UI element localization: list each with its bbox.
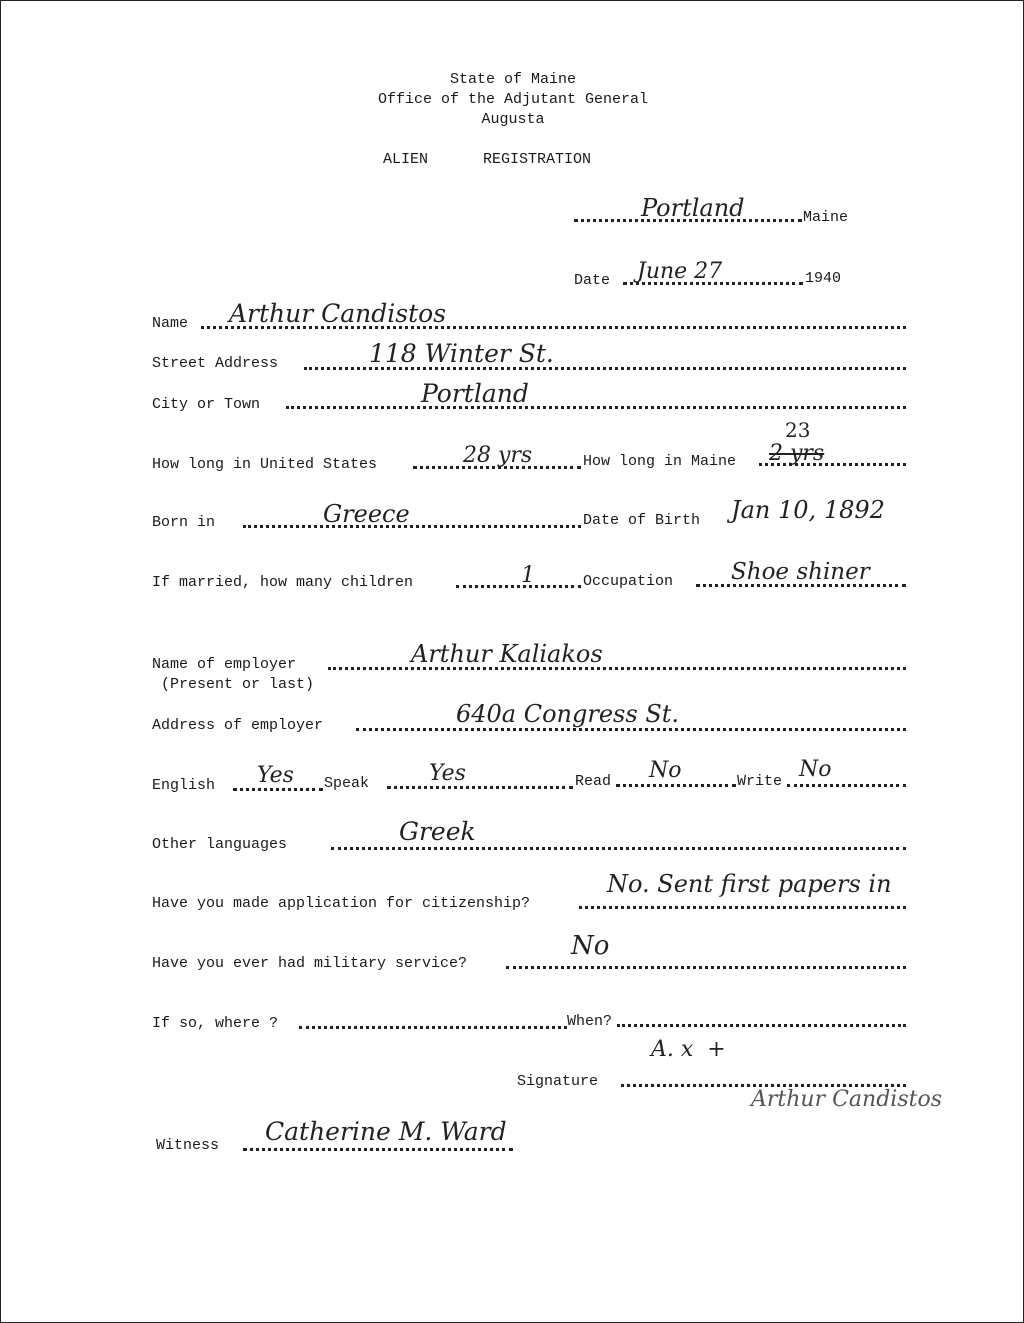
header-state: State of Maine <box>449 71 577 88</box>
where-dots <box>299 1026 567 1029</box>
where-label: If so, where ? <box>152 1015 279 1032</box>
employer-sub: (Present or last) <box>161 676 315 693</box>
signature-mark: A. x + <box>651 1037 726 1062</box>
signature-label: Signature <box>517 1073 599 1090</box>
other-lang-dots <box>331 847 906 850</box>
born-dots <box>243 525 581 528</box>
employer-value: Arthur Kaliakos <box>411 640 603 668</box>
title-registration: REGISTRATION <box>483 151 592 168</box>
city-value: Portland <box>421 379 529 408</box>
employer-label: Name of employer <box>152 656 297 673</box>
witness-label: Witness <box>156 1137 220 1154</box>
us-label: How long in United States <box>152 456 378 473</box>
street-value: 118 Winter St. <box>369 339 554 368</box>
citizenship-label: Have you made application for citizenship? <box>152 895 531 912</box>
place-suffix: Maine <box>803 209 849 226</box>
witness-dots <box>243 1148 513 1151</box>
write-value: No <box>799 757 832 782</box>
signature-name: Arthur Candistos <box>751 1087 942 1112</box>
children-label: If married, how many children <box>152 574 414 591</box>
occupation-label: Occupation <box>583 573 674 590</box>
when-label: When? <box>567 1013 613 1030</box>
citizenship-value: No. Sent first papers in <box>607 870 892 898</box>
children-value: 1 <box>521 563 535 588</box>
city-label: City or Town <box>152 396 261 413</box>
born-value: Greece <box>323 500 410 528</box>
employer-addr-label: Address of employer <box>152 717 324 734</box>
employer-addr-value: 640a Congress St. <box>456 700 680 728</box>
military-dots <box>506 966 906 969</box>
read-dots <box>616 784 736 787</box>
header-office: Office of the Adjutant General <box>377 91 649 108</box>
children-dots <box>456 585 581 588</box>
english-label: English <box>152 777 216 794</box>
dob-label: Date of Birth <box>583 512 701 529</box>
dob-value: Jan 10, 1892 <box>731 496 885 524</box>
witness-value: Catherine M. Ward <box>265 1117 507 1146</box>
write-dots <box>787 784 906 787</box>
maine-correction: 23 <box>785 418 811 442</box>
street-label: Street Address <box>152 355 279 372</box>
speak-value: Yes <box>429 761 466 786</box>
read-label: Read <box>575 773 612 790</box>
city-dots <box>286 406 906 409</box>
other-lang-label: Other languages <box>152 836 288 853</box>
date-value: June 27 <box>637 259 723 284</box>
date-year: 1940 <box>805 270 842 287</box>
name-label: Name <box>152 315 189 332</box>
citizenship-dots <box>579 906 906 909</box>
other-lang-value: Greek <box>399 817 476 846</box>
maine-value: 2 yrs <box>769 441 825 466</box>
occupation-value: Shoe shiner <box>731 559 870 585</box>
header-city: Augusta <box>481 111 545 128</box>
maine-label: How long in Maine <box>583 453 737 470</box>
date-label: Date <box>574 272 611 289</box>
military-label: Have you ever had military service? <box>152 955 468 972</box>
born-label: Born in <box>152 514 216 531</box>
read-value: No <box>649 758 682 783</box>
employer-addr-dots <box>356 728 906 731</box>
english-value: Yes <box>257 763 294 788</box>
write-label: Write <box>737 773 783 790</box>
us-value: 28 yrs <box>463 443 533 468</box>
when-dots <box>617 1024 906 1027</box>
speak-label: Speak <box>324 775 370 792</box>
military-value: No <box>571 931 610 961</box>
place-value: Portland <box>641 194 745 222</box>
speak-dots <box>387 786 573 789</box>
title-alien: ALIEN <box>383 151 429 168</box>
name-value: Arthur Candistos <box>229 299 447 328</box>
